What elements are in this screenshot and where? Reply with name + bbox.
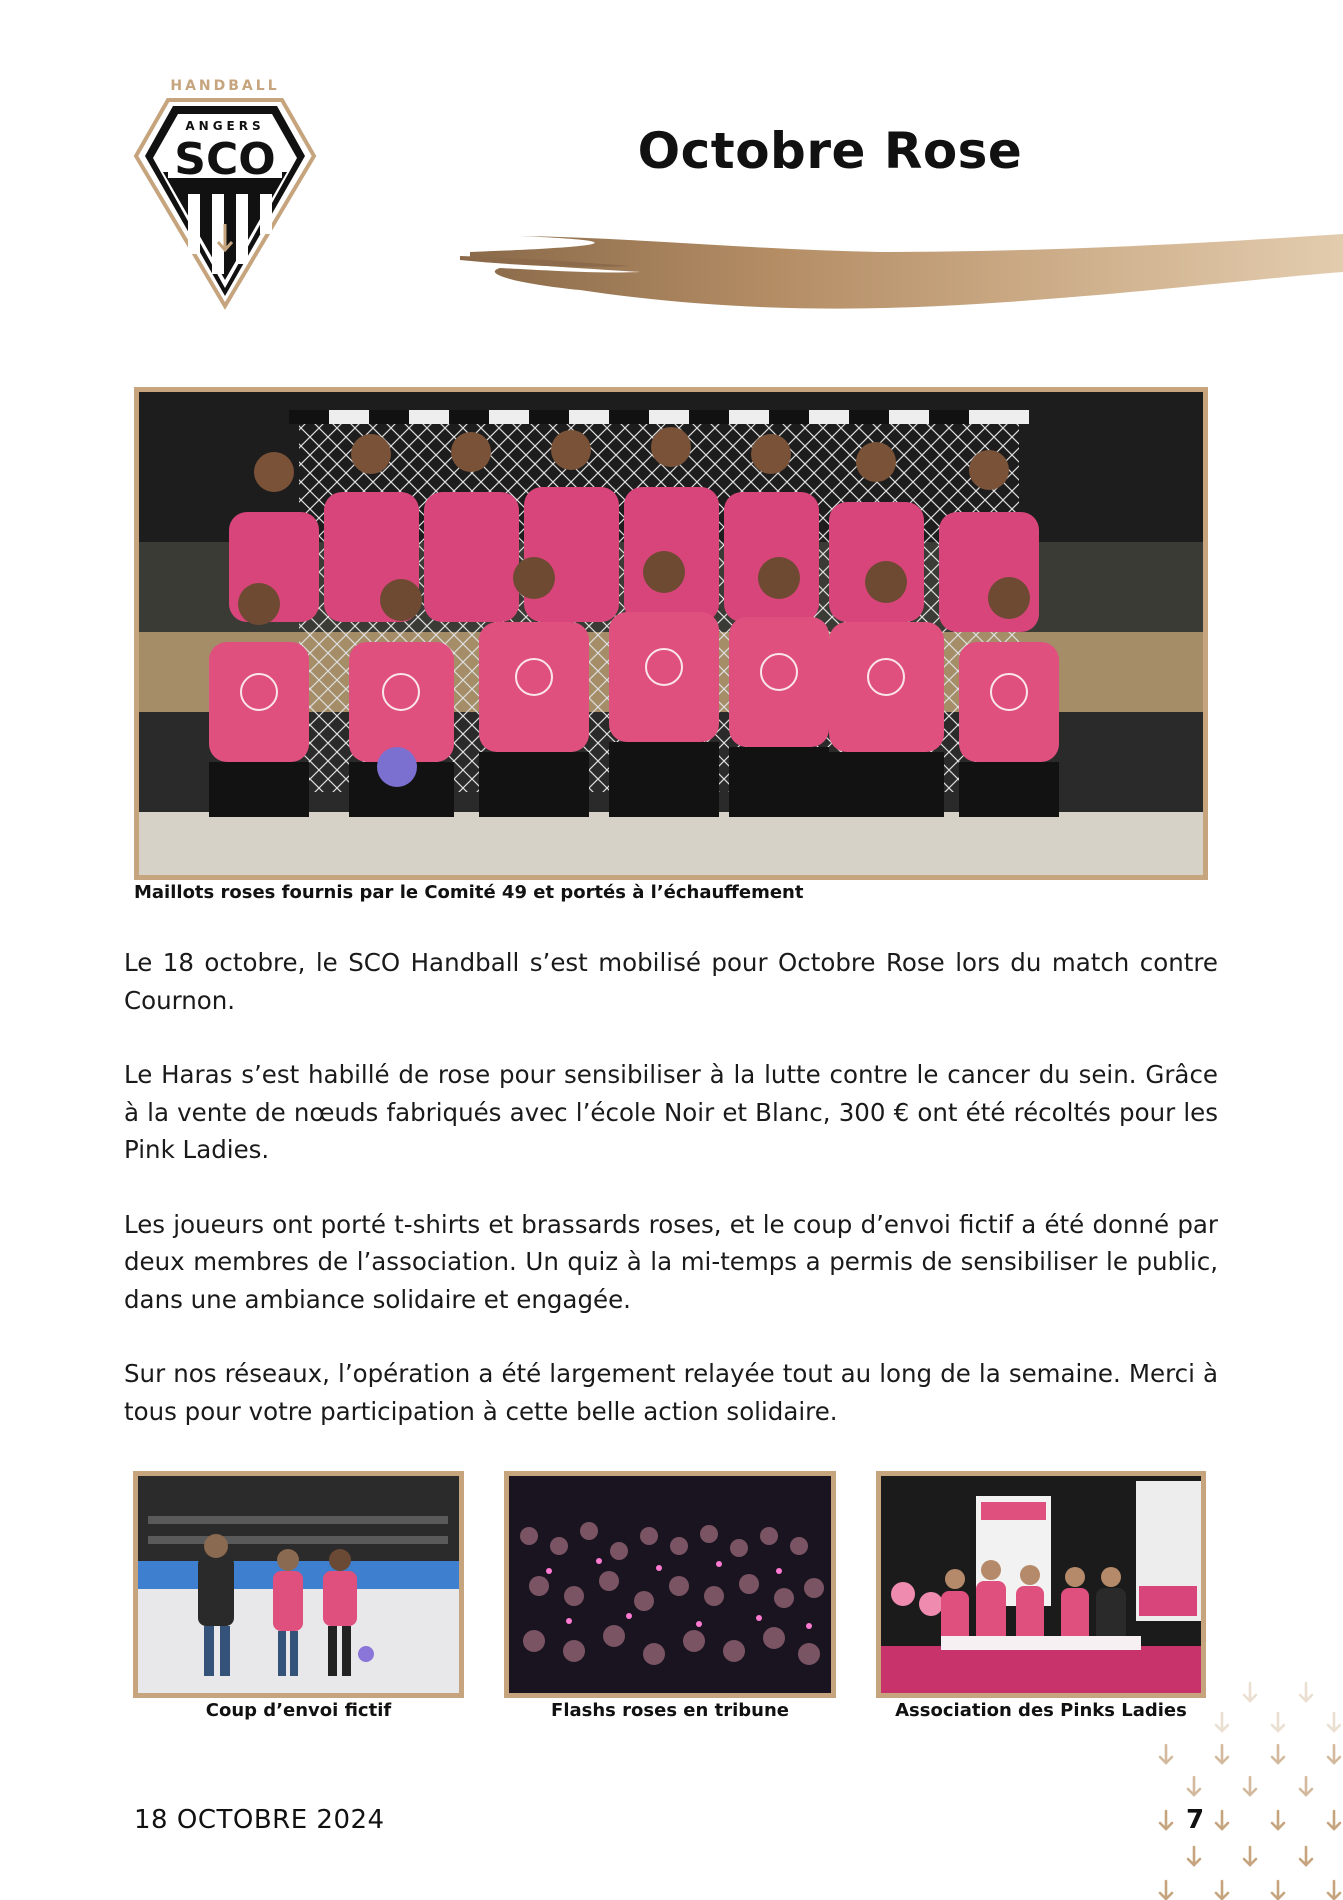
page-number: 7 [1186, 1805, 1205, 1835]
paragraph: Le 18 octobre, le SCO Handball s’est mobilisé pour Octobre Rose lors du match contre Cournon. [124, 948, 1218, 1015]
team-photo [134, 387, 1208, 880]
paragraph: Sur nos réseaux, l’opération a été largement relayée tout au long de la semaine. Merci à tous pour votre participation à cette belle action solidaire. [124, 1359, 1218, 1426]
paragraph: Les joueurs ont porté t-shirts et brassards roses, et le coup d’envoi fictif a été donné par deux membres de l’association. Un quiz à la mi-temps a permis de sensibiliser le public, dans une ambiance solidaire et engagée. [124, 1209, 1218, 1314]
kickoff-caption: Coup d’envoi fictif [205, 1700, 392, 1721]
association-caption: Association des Pinks Ladies [895, 1700, 1187, 1721]
arrow-pattern-decoration [1130, 1670, 1343, 1900]
paragraph: Le Haras s’est habillé de rose pour sensibiliser à la lutte contre le cancer du sein. Grâce à la vente de nœuds fabriqués avec l’école Noir et Blanc, 300 € ont été récoltés pour les Pink Ladies. [124, 1060, 1218, 1164]
gold-brush-stroke [460, 228, 1343, 328]
logo-city-text: ANGERS [185, 119, 265, 133]
page-title: Octobre Rose [637, 122, 1023, 180]
crowd-flash-photo [504, 1471, 836, 1698]
article-body [124, 944, 1218, 1467]
logo-club-text: SCO [174, 134, 276, 185]
logo-top-text: HANDBALL [170, 78, 280, 94]
footer-date: 18 OCTOBRE 2024 [134, 1805, 385, 1835]
crowd-flash-caption: Flashs roses en tribune [551, 1700, 789, 1721]
club-logo [128, 74, 328, 314]
kickoff-photo [133, 1471, 464, 1698]
association-photo [876, 1471, 1206, 1698]
team-photo-caption: Maillots roses fournis par le Comité 49 et portés à l’échauffement [134, 882, 804, 903]
